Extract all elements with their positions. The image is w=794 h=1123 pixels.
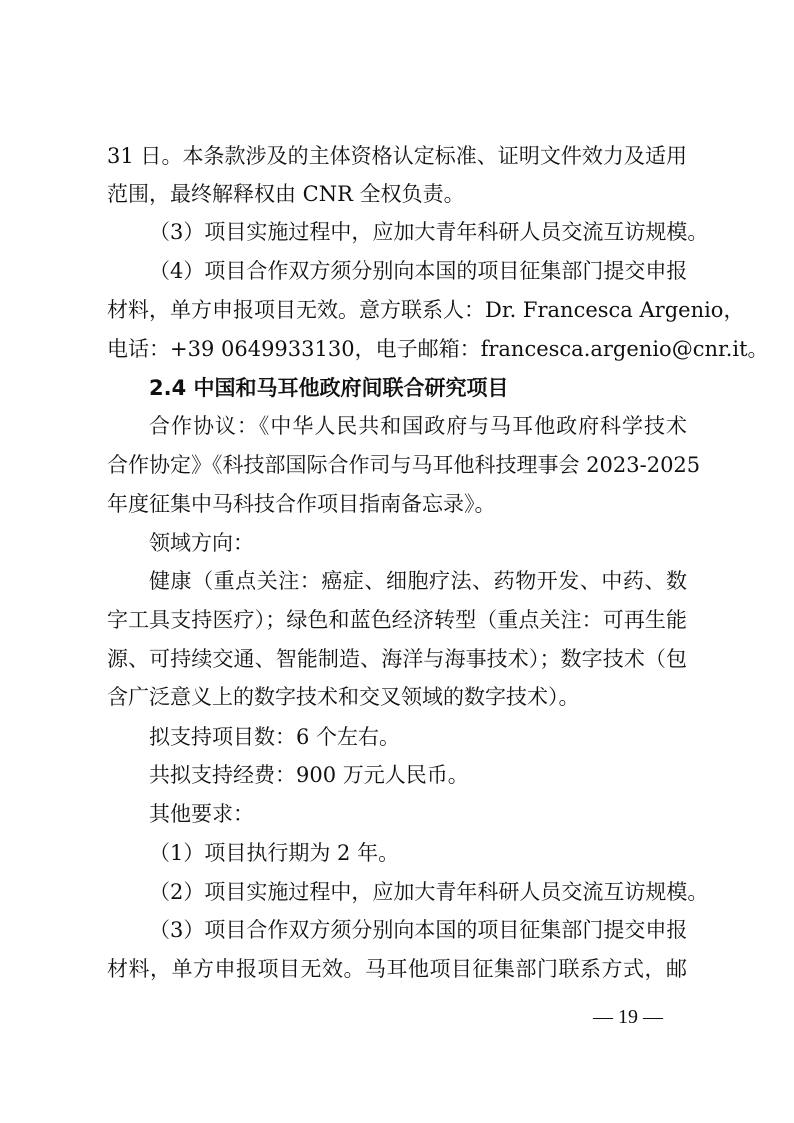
section-heading: 2.4 中国和马耳他政府间联合研究项目 — [149, 376, 509, 400]
body-line-15: 含广泛意义上的数字技术和交叉领域的数字技术）。 — [107, 685, 580, 709]
body-line-5: 材料，单方申报项目无效。意方联系人：Dr. Francesca Argenio， — [107, 298, 745, 322]
body-line-21: （3）项目合作双方须分别向本国的项目征集部门提交申报 — [149, 918, 688, 942]
body-line-3: （3）项目实施过程中，应加大青年科研人员交流互访规模。 — [149, 220, 709, 244]
body-line-14: 源、可持续交通、智能制造、海洋与海事技术）；数字技术（包 — [107, 647, 687, 671]
body-line-10: 年度征集中马科技合作项目指南备忘录》。 — [107, 492, 496, 516]
body-line-2: 范围，最终解释权由 CNR 全权负责。 — [107, 182, 465, 206]
body-line-6: 电话：+39 0649933130，电子邮箱：francesca.argenio@cnr.it。 — [107, 337, 769, 361]
body-line-17: 共拟支持经费：900 万元人民币。 — [149, 763, 469, 787]
body-line-16: 拟支持项目数：6 个左右。 — [149, 725, 401, 749]
body-line-1: 31 日。本条款涉及的主体资格认定标准、证明文件效力及适用 — [107, 144, 687, 168]
page-number: — 19 — — [593, 1006, 663, 1028]
body-line-13: 字工具支持医疗）；绿色和蓝色经济转型（重点关注：可再生能 — [107, 608, 687, 632]
body-line-11: 领域方向： — [149, 531, 254, 555]
body-line-4: （4）项目合作双方须分别向本国的项目征集部门提交申报 — [149, 259, 688, 283]
body-line-22: 材料，单方申报项目无效。马耳他项目征集部门联系方式，邮 — [107, 957, 687, 981]
body-line-18: 其他要求： — [149, 802, 254, 826]
body-line-8: 合作协议：《中华人民共和国政府与马耳他政府科学技术 — [149, 414, 687, 438]
body-line-19: （1）项目执行期为 2 年。 — [149, 841, 400, 865]
body-line-12: 健康（重点关注：癌症、细胞疗法、药物开发、中药、数 — [149, 569, 687, 593]
body-line-20: （2）项目实施过程中，应加大青年科研人员交流互访规模。 — [149, 880, 709, 904]
body-line-9: 合作协定》《科技部国际合作司与马耳他科技理事会 2023-2025 — [107, 453, 701, 477]
